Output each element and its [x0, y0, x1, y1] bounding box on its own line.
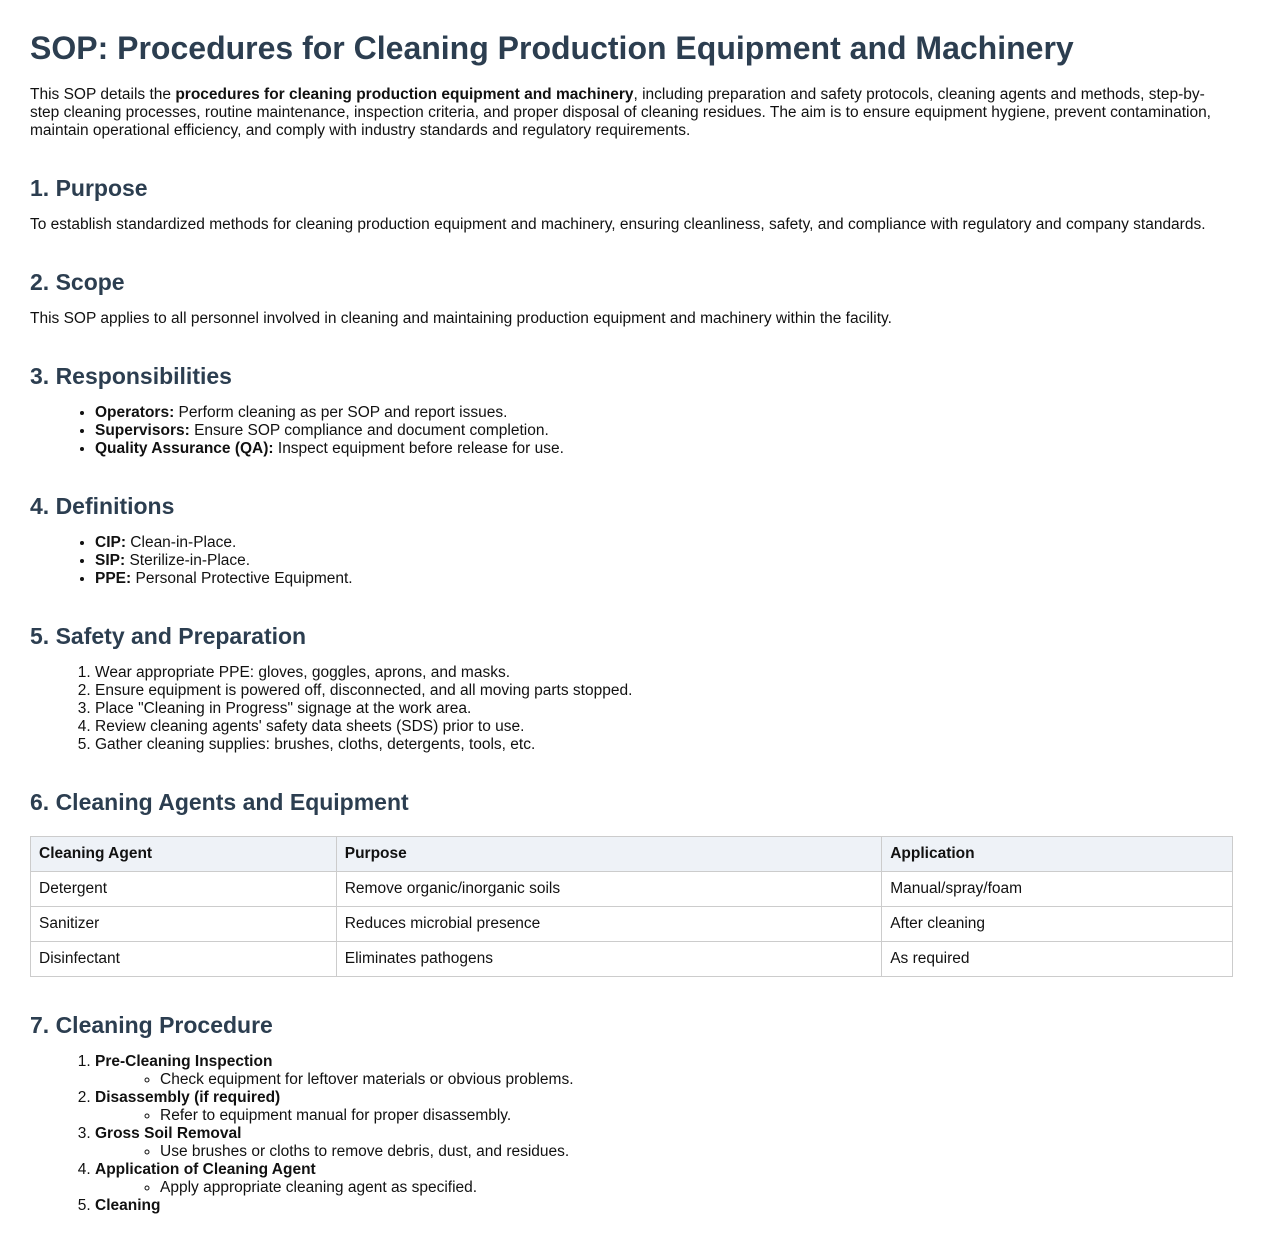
procedure-step [95, 1161, 1233, 1197]
section-heading-safety: 5. Safety and Preparation [30, 623, 307, 649]
list-item [95, 440, 1233, 458]
table-cell: As required [882, 942, 1233, 977]
procedure-step [95, 1089, 1233, 1125]
section-heading-scope: 2. Scope [30, 269, 125, 295]
table-row [31, 872, 1233, 907]
list-item-desc: Perform cleaning as per SOP and report issues. [174, 404, 508, 421]
procedure-substeps [95, 1071, 1233, 1089]
list-item [95, 534, 1233, 552]
section-heading-agents: 6. Cleaning Agents and Equipment [30, 789, 409, 815]
list-item: 5. Gather cleaning supplies: brushes, cloths, detergents, tools, etc. [95, 736, 1233, 754]
table-cell: Manual/spray/foam [882, 872, 1233, 907]
section-heading-responsibilities: 3. Responsibilities [30, 363, 232, 389]
list-item-desc: Sterilize-in-Place. [125, 552, 251, 569]
procedure-step-title: Gross Soil Removal [95, 1125, 242, 1142]
list-item: 1. Wear appropriate PPE: gloves, goggles, aprons, and masks. [95, 664, 1233, 682]
procedure-step-title: Cleaning [95, 1197, 161, 1214]
list-item-term: Operators: [95, 404, 175, 421]
procedure-substeps [95, 1179, 1233, 1197]
list-item-desc: Ensure SOP compliance and document completion. [189, 422, 549, 439]
intro-text-start: This SOP details the [30, 86, 176, 103]
cleaning-agents-table [30, 836, 1233, 977]
list-item [95, 552, 1233, 570]
procedure-substep: ◦ Check equipment for leftover materials or obvious problems. [160, 1071, 1233, 1089]
list-item-term: Supervisors: [95, 422, 190, 439]
table-cell: Reduces microbial presence [336, 907, 881, 942]
list-item-term: PPE: [95, 570, 132, 587]
list-item [95, 404, 1233, 422]
procedure-step-title: Pre-Cleaning Inspection [95, 1053, 273, 1070]
table-cell: Detergent [31, 872, 337, 907]
procedure-step [95, 1125, 1233, 1161]
table-row [31, 907, 1233, 942]
list-item [95, 570, 1233, 588]
table-cell: Sanitizer [31, 907, 337, 942]
table-cell: Disinfectant [31, 942, 337, 977]
table-cell: Eliminates pathogens [336, 942, 881, 977]
scope-text: This SOP applies to all personnel involved in cleaning and maintaining production equipment and machinery within the facility. [30, 310, 892, 327]
list-item: 4. Review cleaning agents' safety data sheets (SDS) prior to use. [95, 718, 1233, 736]
section-heading-purpose: 1. Purpose [30, 175, 148, 201]
list-item-term: SIP: [95, 552, 126, 569]
procedure-step-title: Application of Cleaning Agent [95, 1161, 316, 1178]
procedure-step-title: Disassembly (if required) [95, 1089, 281, 1106]
list-item: 2. Ensure equipment is powered off, disconnected, and all moving parts stopped. [95, 682, 1233, 700]
list-item-term: Quality Assurance (QA): [95, 440, 274, 457]
procedure-step [95, 1197, 1233, 1215]
safety-list [30, 664, 1233, 754]
list-item-desc: Personal Protective Equipment. [131, 570, 353, 587]
list-item-desc: Clean-in-Place. [126, 534, 237, 551]
procedure-substeps [95, 1143, 1233, 1161]
intro-text-bold: procedures for cleaning production equipment and machinery [175, 86, 634, 103]
definitions-list [30, 534, 1233, 588]
section-heading-definitions: 4. Definitions [30, 493, 175, 519]
section-heading-procedure: 7. Cleaning Procedure [30, 1012, 273, 1038]
column-header: Application [882, 837, 1233, 872]
procedure-step [95, 1053, 1233, 1089]
procedure-substep: ◦ Use brushes or cloths to remove debris, dust, and residues. [160, 1143, 1233, 1161]
procedure-steps-list [30, 1053, 1233, 1215]
column-header: Cleaning Agent [31, 837, 337, 872]
page-title: SOP: Procedures for Cleaning Production Equipment and Machinery [30, 30, 1074, 66]
table-row [31, 942, 1233, 977]
list-item: 3. Place "Cleaning in Progress" signage at the work area. [95, 700, 1233, 718]
table-cell: Remove organic/inorganic soils [336, 872, 881, 907]
responsibilities-list [30, 404, 1233, 458]
procedure-substeps [95, 1107, 1233, 1125]
procedure-substep: ◦ Refer to equipment manual for proper disassembly. [160, 1107, 1233, 1125]
table-header-row [31, 837, 1233, 872]
intro-paragraph [30, 86, 1233, 140]
table-cell: After cleaning [882, 907, 1233, 942]
list-item-desc: Inspect equipment before release for use. [273, 440, 564, 457]
column-header: Purpose [336, 837, 881, 872]
purpose-text: To establish standardized methods for cleaning production equipment and machinery, ensuring cleanliness, safety, and compliance with regulatory and company standards. [30, 216, 1206, 233]
procedure-substep: ◦ Apply appropriate cleaning agent as specified. [160, 1179, 1233, 1197]
list-item [95, 422, 1233, 440]
intro-text-end: , including preparation and safety protocols, cleaning agents and methods, step-by-step cleaning processes, routine maintenance, inspection criteria, and proper disposal of cleaning residues. The aim is to ensure equipment hygiene, prevent contamination, maintain operational efficiency, and comply with industry standards and regulatory requirements. [30, 86, 1211, 139]
list-item-term: CIP: [95, 534, 126, 551]
